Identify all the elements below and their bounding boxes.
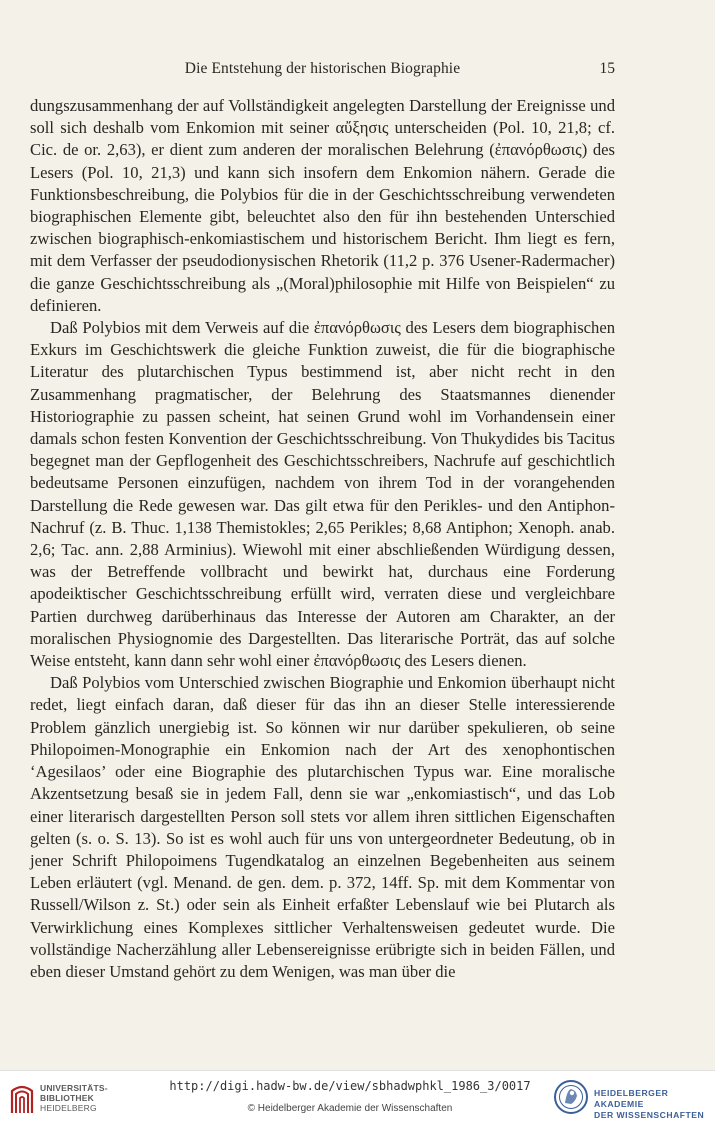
paragraph-continued: dungszusammenhang der auf Vollständigkeit angelegten Darstellung der Ereignisse und soll sich deshalb vom Enkomion mit seiner αὔξησις unterscheiden (Pol. 10, 21,8; cf. Cic. de or. 2,63), er dient zum anderen der moralischen Belehrung (ἐπανόρθωσις) des Lesers (Pol. 10, 21,3) und kann sich insofern dem Enkomion nähern. Gerade die Funktionsbeschreibung, die Polybios für die in der Geschichtsschreibung verwendeten biographischen Elemente gibt, beleuchtet also den für ihn bestehenden Unterschied zwischen biographisch-enkomiastischem und historischem Bericht. Ihm liegt es fern, mit dem Verfasser der pseudodionysischen Rhetorik (11,2 p. 376 Usener-Radermacher) die ganze Geschichtsschreibung als „(Moral)philosophie mit Hilfe von Beispielen“ zu definieren.	[30, 96, 615, 315]
university-library-logo-icon[interactable]	[10, 1081, 34, 1115]
academy-seal-icon[interactable]	[553, 1078, 589, 1116]
running-head	[30, 60, 615, 82]
paragraph: Daß Polybios mit dem Verweis auf die ἐπανόρθωσις des Lesers dem biographischen Exkurs im Geschichtswerk die gleiche Funktion zuweist, die für die biographische Literatur des plutarchischen Typus bestimmend ist, aber nicht recht in den Zusammenhang pragmatischer, der Belehrung des Staatsmannes dienender Historiographie zu passen scheint, hat seinen Grund wohl im Vorhandensein einer damals schon festen Konvention der Geschichtsschreibung. Von Thukydides bis Tacitus begegnet man der Gepflogenheit des Geschichtsschreibers, Nachrufe auf geschichtlich bedeutsame Personen einzufügen, nachdem von ihrem Tod in der vorangehenden Darstellung die Rede gewesen war. Das gilt etwa für den Perikles- und den Antiphon-Nachruf (z. B. Thuc. 1,138 Themistokles; 2,65 Perikles; 8,68 Antiphon; Xenoph. anab. 2,6; Tac. ann. 2,88 Arminius). Wiewohl mit einer abschließenden Würdigung dessen, was der Betreffende vollbracht und bewirkt hat, durchaus eine Forderung apodeiktischer Geschichtsschreibung erfüllt wird, verraten diese und vergleichbare Partien durchweg darüberhinaus das Interesse der Autoren am Charakter, an der moralischen Physiognomie des Dargestellten. Das literarische Porträt, das auf solche Weise entsteht, kann dann sehr wohl einer ἐπανόρθωσις des Lesers dienen.	[30, 318, 615, 671]
page-number: 15	[599, 60, 615, 77]
copyright-notice: © Heidelberger Akademie der Wissenschaften	[247, 1103, 453, 1114]
paragraph: Daß Polybios vom Unterschied zwischen Biographie und Enkomion überhaupt nicht redet, liegt einfach daran, daß dieser für das ihn an dieser Stelle interessierende Problem gänzlich unergiebig ist. So können wir nur darüber spekulieren, ob seine Philopoimen-Monographie ein Enkomion nach der Art des xenophontischen ‘Agesilaos’ oder eine Biographie des plutarchischen Typus war. Eine moralische Akzentsetzung besaß sie in jedem Fall, denn sie war „enkomiastisch“, und das Lob einer literarisch dargestellten Person soll stets vor allem ihren sittlichen Eigenschaften gelten (s. o. S. 13). So ist es wohl auch für uns von untergeordneter Bedeutung, ob in jener Schrift Philopoimens Tugendkatalog an einzelnen Begebenheiten aus seinem Leben erläutert (vgl. Menand. de gen. dem. p. 372, 14ff. Sp. mit dem Kommentar von Russell/Wilson z. St.) oder sein als Einheit erfaßter Lebenslauf wie bei Plutarch als Verwirklichung eines Komplexes sittlicher Verhaltensweisen gedeutet wurde. Die vollständige Nacherzählung aller Lebensereignisse erübrigte sich in beiden Fällen, und eben dieser Umstand gehört zu dem Wenigen, was man über die	[30, 673, 615, 981]
body-text	[30, 95, 615, 983]
permalink-url[interactable]: http://digi.hadw-bw.de/view/sbhadwphkl_1986_3/0017	[169, 1079, 531, 1093]
viewer-footer	[0, 1070, 715, 1124]
university-library-name[interactable]: UNIVERSITÄTS- BIBLIOTHEK HEIDELBERG	[40, 1083, 108, 1113]
academy-name[interactable]: HEIDELBERGER AKADEMIE DER WISSENSCHAFTEN	[594, 1088, 705, 1120]
running-head-title: Die Entstehung der historischen Biographie	[184, 60, 461, 77]
